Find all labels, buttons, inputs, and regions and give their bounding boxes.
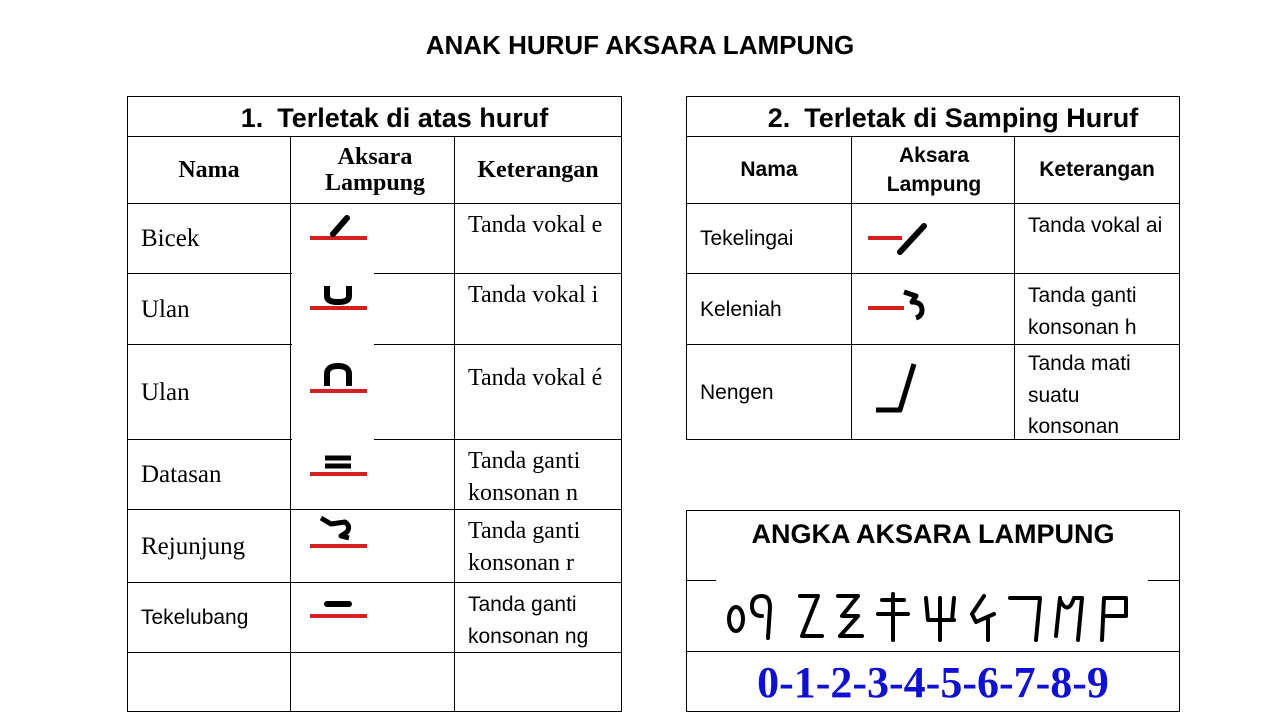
bicek-glyph <box>305 208 371 248</box>
table1-title <box>127 98 622 138</box>
rejunjung-glyph <box>305 512 371 556</box>
table2-title <box>686 98 1180 138</box>
table1-row6-desc: Tanda ganti konsonan ng <box>468 593 589 648</box>
page-title: ANAK HURUF AKSARA LAMPUNG <box>425 30 855 60</box>
table2-title-text: Terletak di Samping Huruf <box>804 102 1139 133</box>
table1-row3-desc: Tanda vokal é <box>468 365 603 391</box>
table1-row2-name: Ulan <box>141 295 190 323</box>
table1-number: 1. <box>240 102 264 133</box>
numerals-digits: 0-1-2-3-4-5-6-7-8-9 <box>757 657 1109 707</box>
table1-header-aksara: Aksara Lampung <box>324 143 426 196</box>
keleniah-glyph <box>864 286 934 328</box>
nengen-glyph <box>866 360 936 420</box>
table1-row2-desc: Tanda vokal i <box>468 282 599 308</box>
table2-row2-desc: Tanda ganti konsonan h <box>1028 284 1137 339</box>
lampung-numerals-glyphs <box>722 586 1140 646</box>
table2-row3-desc: Tanda mati suatu konsonan <box>1028 352 1131 438</box>
table2-header-aksara: Aksara Lampung <box>886 143 982 196</box>
table2-header-name: Nama <box>740 158 798 182</box>
table1-row6-name: Tekelubang <box>141 606 249 629</box>
table1-row4-name: Datasan <box>141 461 222 488</box>
table1-title-text: Terletak di atas huruf <box>277 102 549 133</box>
table2-number: 2. <box>767 102 791 133</box>
table1-header-keterangan: Keterangan <box>477 156 599 183</box>
numerals-title: ANGKA AKSARA LAMPUNG <box>751 518 1115 549</box>
table2-row3-name: Nengen <box>700 380 774 404</box>
tekelubang-glyph <box>305 592 371 632</box>
table1-row1-name: Bicek <box>141 225 200 252</box>
table1-row5-desc: Tanda ganti konsonan r <box>468 518 581 576</box>
table2-row1-name: Tekelingai <box>700 227 794 250</box>
table1-row4-desc: Tanda ganti konsonan n <box>468 448 581 506</box>
ulan-i-glyph <box>305 276 371 316</box>
table2-header-keterangan: Keterangan <box>1039 158 1155 182</box>
table1-row5-name: Rejunjung <box>141 532 246 560</box>
ulan-e-acute-glyph <box>305 360 371 400</box>
table1-row3-name: Ulan <box>141 378 190 406</box>
table2-row2-name: Keleniah <box>700 297 782 321</box>
table2-row1-desc: Tanda vokal ai <box>1028 214 1163 237</box>
tekelingai-glyph <box>864 218 934 260</box>
table1-row1-desc: Tanda vokal e <box>468 212 603 238</box>
datasan-glyph <box>305 444 371 484</box>
table1-header-name: Nama <box>178 156 240 183</box>
